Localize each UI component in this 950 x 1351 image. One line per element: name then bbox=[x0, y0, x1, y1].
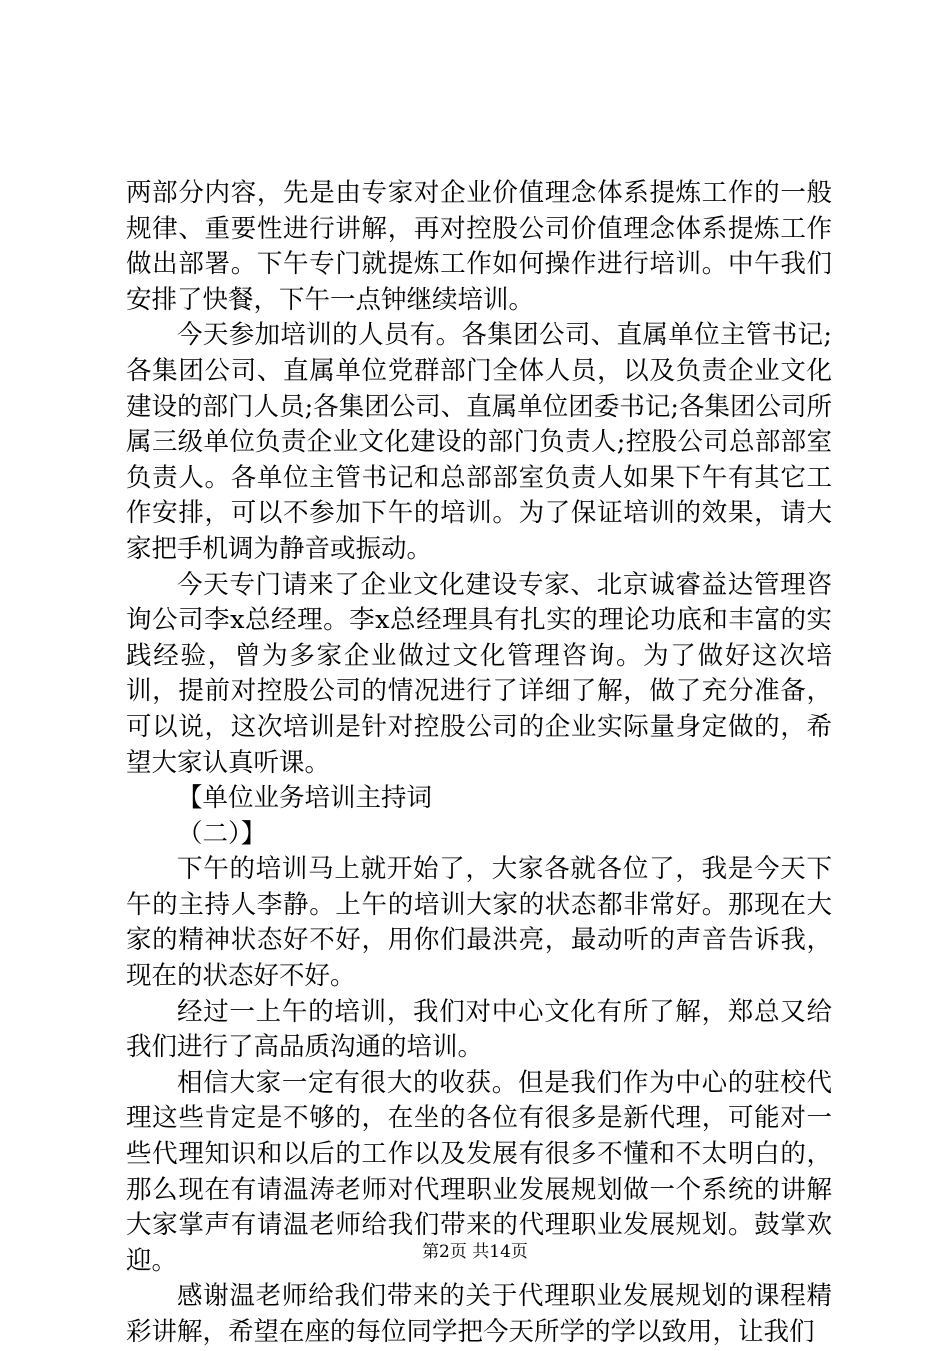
page-footer bbox=[0, 1242, 950, 1262]
document-body bbox=[126, 176, 832, 1351]
paragraph-1: 两部分内容，先是由专家对企业价值理念体系提炼工作的一般规律、重要性进行讲解，再对控股公司价值理念体系提炼工作做出部署。下午专门就提炼工作如何操作进行培训。中午我们安排了快餐，下午一点钟继续培训。 bbox=[126, 178, 832, 315]
paragraph-6: 相信大家一定有很大的收获。但是我们作为中心的驻校代理这些肯定是不够的，在坐的各位有很多是新代理，可能对一些代理知识和以后的工作以及发展有很多不懂和不太明白的，那么现在有请温涛老师对代理职业发展规划做一个系统的讲解大家掌声有请温老师给我们带来的代理职业发展规划。鼓掌欢迎。 bbox=[126, 1067, 832, 1276]
paragraph-7: 感谢温老师给我们带来的关于代理职业发展规划的课程精彩讲解，希望在座的每位同学把今天所学的学以致用，让我们 bbox=[126, 1281, 832, 1347]
section-heading-line-1: 【单位业务培训主持词 bbox=[177, 783, 433, 814]
paragraph-5: 经过一上午的培训，我们对中心文化有所了解，郑总又给我们进行了高品质沟通的培训。 bbox=[126, 996, 832, 1063]
paragraph-2: 今天参加培训的人员有。各集团公司、直属单位主管书记;各集团公司、直属单位党群部门全体人员，以及负责企业文化建设的部门人员;各集团公司、直属单位团委书记;各集团公司所属三级单位负责企业文化建设的部门负责人;控股公司总部部室负责人。各单位主管书记和总部部室负责人如果下午有其它工作安排，可以不参加下午的培训。为了保证培训的效果，请大家把手机调为静音或振动。 bbox=[126, 320, 832, 564]
paragraph-4: 下午的培训马上就开始了，大家各就各位了，我是今天下午的主持人李静。上午的培训大家的状态都非常好。那现在大家的精神状态好不好，用你们最洪亮，最动听的声音告诉我，现在的状态好不好。 bbox=[126, 854, 832, 992]
section-heading-line-2: （二）】 bbox=[177, 818, 267, 849]
page-number-label: 第2页 共14页 bbox=[422, 1242, 528, 1262]
paragraph-3: 今天专门请来了企业文化建设专家、北京诚睿益达管理咨询公司李x总经理。李x总经理具有扎实的理论功底和丰富的实践经验，曾为多家企业做过文化管理咨询。为了做好这次培训，提前对控股公司的情况进行了详细了解，做了充分准备，可以说，这次培训是针对控股公司的企业实际量身定做的，希望大家认真听课。 bbox=[126, 569, 832, 778]
